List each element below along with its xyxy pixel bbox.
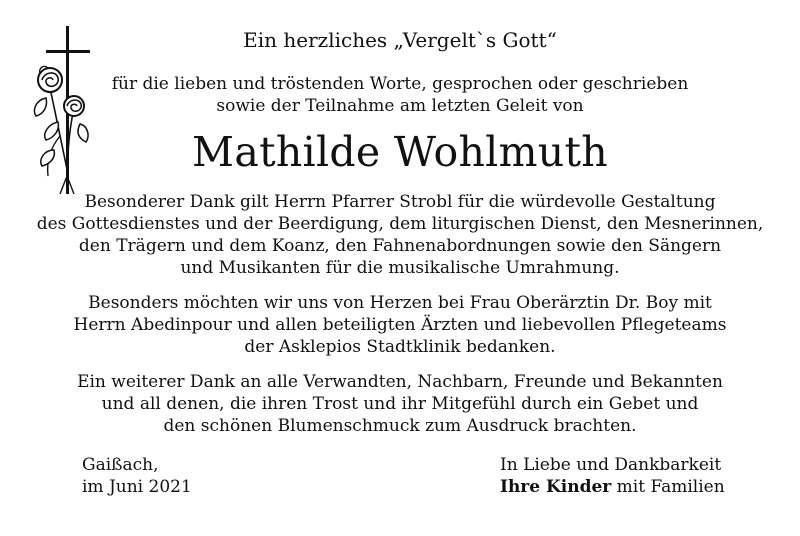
paragraph-line: den Trägern und dem Koanz, den Fahnenabordnungen sowie den Sängern <box>78 236 722 256</box>
intro-line: sowie der Teilnahme am letzten Geleit von <box>216 96 584 116</box>
date: im Juni 2021 <box>82 477 192 497</box>
paragraph-line: Ein weiterer Dank an alle Verwandten, Nachbarn, Freunde und Bekannten <box>77 372 723 392</box>
signature-rest: mit Familien <box>611 477 725 497</box>
deceased-name: Mathilde Wohlmuth <box>192 128 608 176</box>
paragraph-line: der Asklepios Stadtklinik bedanken. <box>244 337 556 357</box>
place-date-block <box>82 454 192 498</box>
paragraph-line: Besonders möchten wir uns von Herzen bei Frau Oberärztin Dr. Boy mit <box>88 293 712 313</box>
signature-bold: Ihre Kinder <box>500 477 612 497</box>
intro-line: für die lieben und tröstenden Worte, gesprochen oder geschrieben <box>111 74 689 94</box>
paragraph-line: und Musikanten für die musikalische Umrahmung. <box>180 258 620 278</box>
paragraph-line: und all denen, die ihren Trost und ihr Mitgefühl durch ein Gebet und <box>101 394 699 414</box>
paragraph-line: Besonderer Dank gilt Herrn Pfarrer Strobl für die würdevolle Gestaltung <box>84 192 716 212</box>
signature-block <box>500 454 725 498</box>
paragraph-line: des Gottesdienstes und der Beerdigung, dem liturgischen Dienst, den Mesnerinnen, <box>36 214 764 234</box>
paragraph-line: Herrn Abedinpour und allen beteiligten Ärzten und liebevollen Pflegeteams <box>73 315 727 335</box>
signature <box>500 476 725 498</box>
place: Gaißach, <box>82 455 159 475</box>
closing: In Liebe und Dankbarkeit <box>500 455 722 475</box>
paragraph-line: den schönen Blumenschmuck zum Ausdruck brachten. <box>163 416 637 436</box>
heading: Ein herzliches „Vergelt`s Gott“ <box>243 28 557 52</box>
